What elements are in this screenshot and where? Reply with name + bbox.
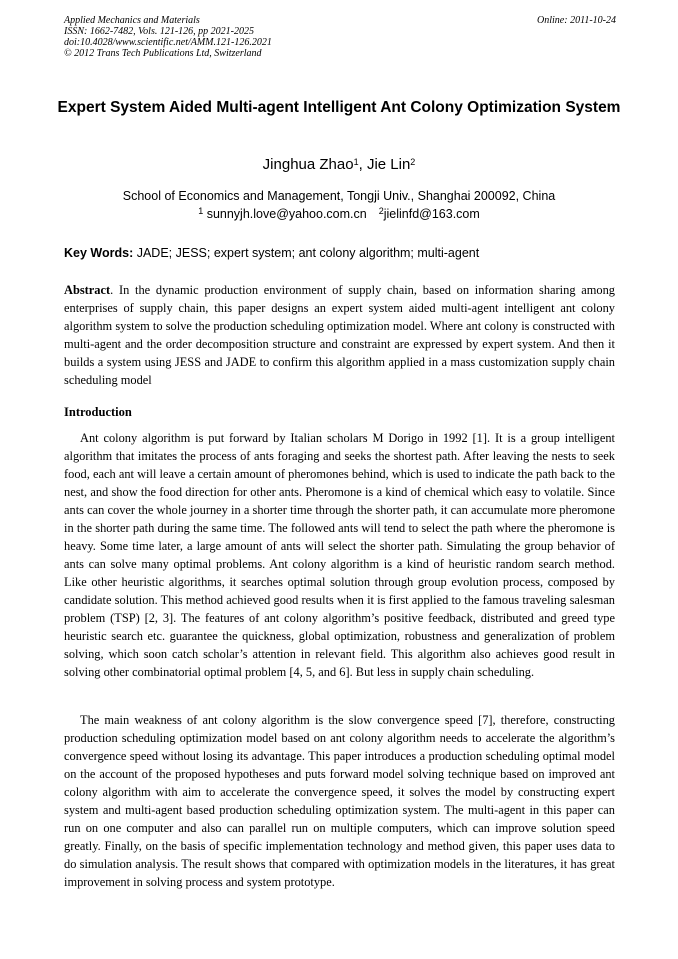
journal-issn: ISSN: 1662-7482, Vols. 121-126, pp 2021-2025 (64, 26, 254, 37)
keywords-text: JADE; JESS; expert system; ant colony algorithm; multi-agent (136, 246, 480, 260)
abstract-text: . In the dynamic production environment of supply chain, based on information sharing among enterprises of supply chain, this paper designs an expert system aided multi-agent intelligent ant colony algorithm system to solve the production scheduling optimization model. Where ant colony is constructed with multi-agent and the order decomposition structure and constraint are expressed by expert system. And then it builds a system using JESS and JADE to confirm this algorithm applied in a mass customization supply chain scheduling model (64, 283, 615, 387)
keywords (64, 245, 616, 261)
affiliation: School of Economics and Management, Tongji Univ., Shanghai 200092, China (122, 189, 556, 203)
journal-header (64, 15, 616, 59)
author-name: Jie Lin (366, 156, 411, 173)
email-superscript: 2 (378, 206, 384, 216)
email-superscript: 1 (198, 206, 204, 216)
abstract (64, 281, 615, 389)
keywords-label: Key Words: (64, 246, 134, 260)
email-line (0, 206, 678, 222)
author-line (0, 156, 678, 174)
email-address: sunnyjh.love@yahoo.com.cn (206, 207, 367, 221)
journal-copyright: © 2012 Trans Tech Publications Ltd, Switzerland (64, 48, 262, 59)
abstract-label: Abstract (64, 283, 111, 297)
intro-paragraph: The main weakness of ant colony algorithm is the slow convergence speed [7], therefore, constructing production scheduling optimization model based on ant colony algorithm needs to accelerate the algorithm’s convergence speed without losing its advantage. This paper introduces a production scheduling optimal model on the account of the proposed hypotheses and puts forward model solving technique based on improved ant colony algorithm with aim to accelerate the convergence speed, it solves the model by constructing expert system and multi-agent based production scheduling optimization system. The multi-agent in this paper can run on one computer and also can parallel run on multiple computers, which can improve solution speed greatly. Finally, on the basis of specific implementation technology and method given, this paper uses data to do simulation analysis. The result shows that compared with optimization models in the literatures, it has great improvement in solving process and system prototype. (64, 713, 615, 889)
intro-paragraph: Ant colony algorithm is put forward by Italian scholars M Dorigo in 1992 [1]. It is a group intelligent algorithm that imitates the process of ants foraging and seeks the shortest path. After leaving the nests to seek food, each ant will leave a certain amount of pheromones behind, which is used to indicate the path back to the nest, and show the food direction for other ants. Pheromone is a kind of chemical which easy to volatile. Since ants can cover the whole journey in a shorter time through the shorter path, it can accumulate more pheromone in the shorter path during the same time. The followed ants will tend to select the path where the pheromone is heavy. Some time later, a large amount of ants will select the shorter path. Simulating the group behavior of ants can solve many optimal problems. Ant colony algorithm is a kind of heuristic random search method. Like other heuristic algorithms, it searches optimal solution through group evolution process, composed by candidate solution. This method achieved good results when it is first applied to the famous traveling salesman problem (TSP) [2, 3]. The features of ant colony algorithm’s positive feedback, distributed and greed type heuristic search etc. guarantee the quickness, global optimization, robustness and generalization of problem solving, which soon catch scholar’s attention in relevant field. This algorithm also achieves good result in solving other combinatorial optimal problem [4, 5, and 6]. But less in supply chain scheduling. (64, 431, 615, 679)
email-address: jielinfd@163.com (383, 207, 480, 221)
author-superscript: 1 (353, 157, 359, 167)
author-name: Jinghua Zhao (262, 156, 354, 173)
online-date: Online: 2011-10-24 (537, 15, 616, 26)
journal-name: Applied Mechanics and Materials (64, 15, 200, 26)
author-separator: , (358, 156, 367, 173)
paper-title: Expert System Aided Multi-agent Intelligent Ant Colony Optimization System (57, 99, 621, 116)
author-superscript: 2 (410, 157, 416, 167)
section-heading-introduction: Introduction (64, 405, 132, 419)
journal-doi: doi:10.4028/www.scientific.net/AMM.121-126.2021 (64, 37, 272, 48)
